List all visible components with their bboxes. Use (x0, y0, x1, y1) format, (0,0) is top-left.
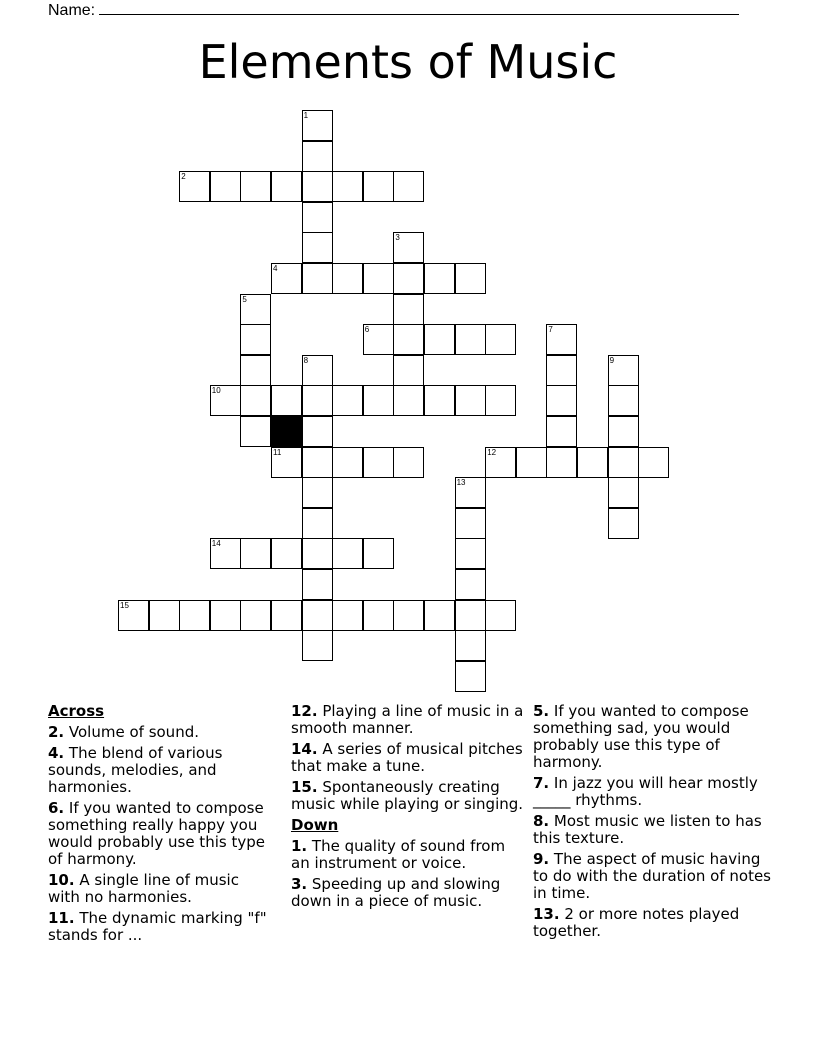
grid-cell[interactable] (240, 171, 271, 202)
grid-cell[interactable] (302, 508, 333, 539)
grid-cell[interactable] (363, 263, 394, 294)
clue-number: 7 (548, 325, 553, 335)
grid-cell[interactable] (455, 477, 486, 508)
grid-cell[interactable] (393, 232, 424, 263)
clue-text: The blend of various sounds, melodies, and harmonies. (48, 744, 223, 796)
clue-text: The aspect of music having to do with the duration of notes in time. (533, 850, 771, 902)
grid-cell[interactable] (240, 355, 271, 386)
grid-cell[interactable] (455, 630, 486, 661)
grid-cell[interactable] (240, 538, 271, 569)
clue-number: 9. (533, 850, 550, 868)
clue-number: 13. (533, 905, 560, 923)
grid-cell[interactable] (363, 171, 394, 202)
clue-number: 1 (303, 111, 309, 120)
grid-cell[interactable] (393, 447, 424, 478)
clue (533, 703, 773, 771)
grid-cell[interactable] (302, 110, 333, 141)
clue-number: 11 (273, 447, 282, 457)
grid-cell[interactable] (455, 661, 486, 692)
grid-cell[interactable] (485, 600, 516, 631)
clue-number: 6. (48, 799, 65, 817)
grid-cell[interactable] (302, 141, 333, 172)
clue-number: 10. (48, 871, 75, 889)
grid-cell[interactable] (455, 569, 486, 600)
grid-cell[interactable] (271, 171, 302, 202)
grid-cell[interactable] (393, 263, 424, 294)
grid-cell[interactable] (240, 416, 271, 447)
grid-cell[interactable] (240, 385, 271, 416)
grid-cell[interactable] (332, 600, 363, 631)
clue (48, 910, 273, 944)
grid-cell[interactable] (302, 447, 333, 478)
grid-cell[interactable] (302, 171, 333, 202)
clue-number: 4. (48, 744, 65, 762)
clue (533, 906, 773, 940)
clue-text: In jazz you will hear mostly _____ rhythms. (533, 774, 758, 809)
grid-cell[interactable] (210, 538, 241, 569)
across-header: Across (48, 702, 105, 720)
clue-number: 14 (211, 539, 221, 549)
grid-cell[interactable] (332, 447, 363, 478)
grid-cell[interactable] (302, 416, 333, 447)
grid-cell[interactable] (393, 171, 424, 202)
grid-cell[interactable] (546, 385, 577, 416)
clue (291, 779, 526, 813)
grid-cell[interactable] (455, 538, 486, 569)
grid-cell[interactable] (577, 447, 608, 478)
grid-cell[interactable] (302, 263, 333, 294)
grid-cell[interactable] (271, 385, 302, 416)
across-clue-list-continued (291, 703, 526, 813)
grid-cell[interactable] (210, 600, 241, 631)
down-header: Down (291, 816, 339, 834)
grid-cell[interactable] (363, 447, 394, 478)
grid-cell[interactable] (608, 355, 639, 386)
grid-cell[interactable] (240, 294, 271, 325)
grid-cell[interactable] (271, 447, 302, 478)
grid-cell[interactable] (393, 355, 424, 386)
clue-number: 14. (291, 740, 318, 758)
clue-number: 5. (533, 702, 550, 720)
clue-text: 2 or more notes played together. (533, 905, 740, 940)
grid-cell[interactable] (546, 447, 577, 478)
clue (48, 724, 273, 741)
clue-text: A single line of music with no harmonies. (48, 871, 239, 906)
grid-cell[interactable] (332, 385, 363, 416)
grid-cell[interactable] (455, 385, 486, 416)
grid-cell[interactable] (179, 171, 210, 202)
grid-cell[interactable] (608, 385, 639, 416)
grid-cell[interactable] (424, 263, 455, 294)
grid-cell[interactable] (455, 263, 486, 294)
grid-cell[interactable] (302, 385, 333, 416)
grid-cell[interactable] (363, 324, 394, 355)
grid-cell[interactable] (424, 324, 455, 355)
clue (533, 813, 773, 847)
clue-text: Most music we listen to has this texture. (533, 812, 762, 847)
clue-number: 5 (242, 294, 247, 304)
grid-cell[interactable] (363, 538, 394, 569)
clue (533, 851, 773, 902)
clue (291, 741, 526, 775)
grid-cell[interactable] (302, 600, 333, 631)
name-label: Name: (48, 2, 96, 19)
clue-number: 8. (533, 812, 550, 830)
clue-text: Volume of sound. (64, 723, 199, 741)
clue (48, 872, 273, 906)
grid-cell[interactable] (393, 324, 424, 355)
grid-cell[interactable] (363, 385, 394, 416)
grid-cell[interactable] (546, 324, 577, 355)
clue (48, 800, 273, 868)
clue (291, 703, 526, 737)
down-clue-list (291, 838, 526, 910)
grid-cell[interactable] (546, 416, 577, 447)
clue-number: 12. (291, 702, 318, 720)
clue-number: 3 (395, 233, 400, 243)
clue-number: 8 (303, 355, 309, 365)
grid-cell[interactable] (179, 600, 210, 631)
across-clue-list (48, 724, 273, 944)
grid-cell[interactable] (240, 324, 271, 355)
clue-text: A series of musical pitches that make a tune. (291, 740, 523, 775)
clue-number: 2. (48, 723, 65, 741)
clues-column-2 (291, 703, 526, 914)
grid-cell[interactable] (302, 232, 333, 263)
clue-number: 10 (211, 386, 221, 396)
grid-cell[interactable] (608, 447, 639, 478)
clue (533, 775, 773, 809)
clue-text: If you wanted to compose something sad, you would probably use this type of harmony. (533, 702, 749, 771)
grid-cell[interactable] (455, 508, 486, 539)
grid-cell[interactable] (393, 294, 424, 325)
grid-cell[interactable] (332, 538, 363, 569)
clue-text: Speeding up and slowing down in a piece of music. (291, 875, 501, 910)
clue-number: 1. (291, 837, 308, 855)
grid-cell[interactable] (424, 600, 455, 631)
grid-cell[interactable] (393, 600, 424, 631)
clue-number: 13 (456, 478, 466, 488)
clue-number: 15 (120, 600, 129, 610)
grid-cell[interactable] (332, 263, 363, 294)
clue-text: If you wanted to compose something really happy you would probably use this type of harmony. (48, 799, 265, 868)
clue-number: 9 (609, 355, 615, 365)
grid-cell[interactable] (608, 508, 639, 539)
grid-cell[interactable] (485, 385, 516, 416)
clue (48, 745, 273, 796)
clue-text: Playing a line of music in a smooth manner. (291, 702, 524, 737)
grid-cell[interactable] (210, 171, 241, 202)
grid-cell[interactable] (302, 202, 333, 233)
grid-cell[interactable] (424, 385, 455, 416)
clue-number: 3. (291, 875, 308, 893)
clue-text: The dynamic marking "f" stands for ... (48, 909, 267, 944)
grid-cell[interactable] (302, 538, 333, 569)
grid-cell[interactable] (302, 477, 333, 508)
grid-cell[interactable] (271, 263, 302, 294)
clue (291, 876, 526, 910)
clue-number: 2 (181, 172, 186, 182)
grid-cell[interactable] (332, 171, 363, 202)
grid-cell[interactable] (608, 416, 639, 447)
grid-cell[interactable] (546, 355, 577, 386)
grid-cell[interactable] (240, 600, 271, 631)
clue-text: Spontaneously creating music while playing or singing. (291, 778, 524, 813)
clue-number: 4 (273, 264, 278, 273)
clue-number: 6 (364, 325, 370, 335)
grid-cell[interactable] (485, 324, 516, 355)
grid-cell[interactable] (608, 477, 639, 508)
grid-cell[interactable] (516, 447, 547, 478)
clues-column-1 (48, 703, 273, 948)
grid-cell[interactable] (118, 600, 149, 631)
clue-number: 15. (291, 778, 318, 796)
grid-cell[interactable] (271, 600, 302, 631)
grid-cell[interactable] (393, 385, 424, 416)
clue (291, 838, 526, 872)
clues-column-3 (533, 703, 773, 944)
grid-cell[interactable] (149, 600, 180, 631)
grid-cell[interactable] (455, 600, 486, 631)
grid-cell[interactable] (210, 385, 241, 416)
grid-cell[interactable] (271, 538, 302, 569)
page-title: Elements of Music (198, 35, 618, 89)
grid-cell[interactable] (485, 447, 516, 478)
clue-text: The quality of sound from an instrument or voice. (291, 837, 506, 872)
clue-number: 12 (487, 447, 497, 457)
grid-cell[interactable] (638, 447, 669, 478)
clue-number: 7. (533, 774, 550, 792)
black-cell (271, 416, 302, 447)
down-clue-list-continued (533, 703, 773, 940)
grid-cell[interactable] (455, 324, 486, 355)
grid-cell[interactable] (302, 630, 333, 661)
grid-cell[interactable] (363, 600, 394, 631)
grid-cell[interactable] (302, 355, 333, 386)
clue-number: 11. (48, 909, 75, 927)
grid-cell[interactable] (302, 569, 333, 600)
